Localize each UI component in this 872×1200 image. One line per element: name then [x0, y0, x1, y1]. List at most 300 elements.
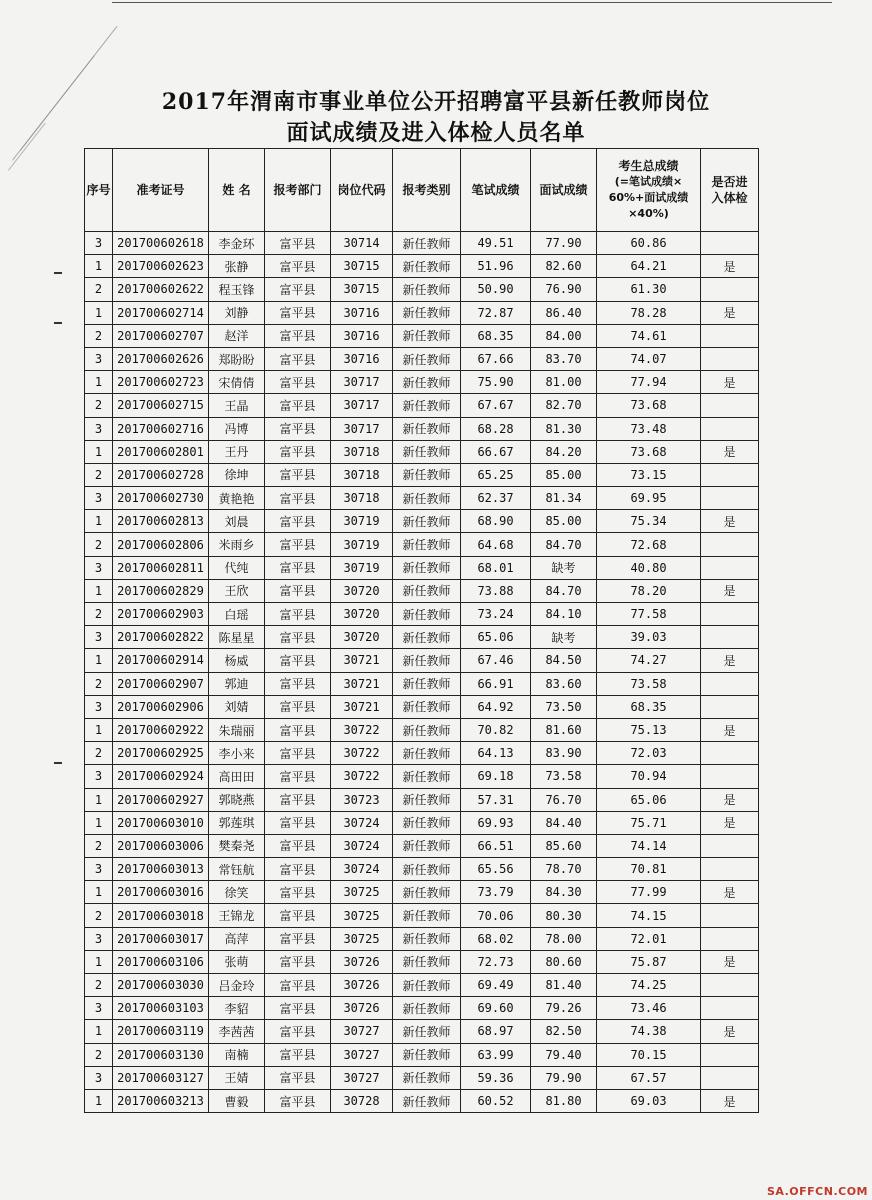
cell-total: 72.03: [597, 742, 701, 765]
cell-admit: [701, 463, 759, 486]
cell-written: 68.90: [461, 510, 531, 533]
cell-interview: 78.70: [531, 858, 597, 881]
table-row: [85, 510, 759, 533]
cell-admit: [701, 974, 759, 997]
cell-admit: [701, 695, 759, 718]
cell-name: 米雨乡: [209, 533, 265, 556]
header-category: 报考类别: [393, 149, 461, 232]
cell-post-code: 30716: [331, 347, 393, 370]
cell-post-code: 30725: [331, 881, 393, 904]
cell-post-code: 30725: [331, 927, 393, 950]
cell-admit: 是: [701, 718, 759, 741]
cell-interview: 86.40: [531, 301, 597, 324]
table-header-row: [85, 149, 759, 232]
cell-name: 程玉锋: [209, 278, 265, 301]
cell-admit: [701, 232, 759, 255]
cell-post-code: 30716: [331, 301, 393, 324]
cell-dept: 富平县: [265, 347, 331, 370]
cell-seq: 2: [85, 324, 113, 347]
cell-post-code: 30727: [331, 1043, 393, 1066]
cell-seq: 2: [85, 742, 113, 765]
site-watermark: SA.OFFCN.COM: [766, 1185, 868, 1198]
cell-admit: [701, 556, 759, 579]
cell-exam-no: 201700602813: [113, 510, 209, 533]
cell-interview: 78.00: [531, 927, 597, 950]
cell-name: 王丹: [209, 440, 265, 463]
cell-name: 李金环: [209, 232, 265, 255]
cell-category: 新任教师: [393, 858, 461, 881]
cell-post-code: 30727: [331, 1020, 393, 1043]
cell-exam-no: 201700603017: [113, 927, 209, 950]
cell-post-code: 30716: [331, 324, 393, 347]
cell-category: 新任教师: [393, 718, 461, 741]
cell-written: 68.35: [461, 324, 531, 347]
cell-total: 68.35: [597, 695, 701, 718]
table-row: [85, 371, 759, 394]
cell-dept: 富平县: [265, 556, 331, 579]
cell-category: 新任教师: [393, 742, 461, 765]
cell-interview: 79.90: [531, 1066, 597, 1089]
cell-post-code: 30725: [331, 904, 393, 927]
cell-exam-no: 201700602907: [113, 672, 209, 695]
cell-written: 64.13: [461, 742, 531, 765]
cell-admit: [701, 1066, 759, 1089]
cell-post-code: 30722: [331, 765, 393, 788]
cell-seq: 3: [85, 695, 113, 718]
cell-interview: 83.70: [531, 347, 597, 370]
cell-category: 新任教师: [393, 974, 461, 997]
cell-dept: 富平县: [265, 417, 331, 440]
cell-written: 64.68: [461, 533, 531, 556]
cell-name: 郭莲琪: [209, 811, 265, 834]
table-row: [85, 834, 759, 857]
cell-interview: 84.70: [531, 533, 597, 556]
cell-admit: [701, 904, 759, 927]
cell-total: 77.94: [597, 371, 701, 394]
cell-post-code: 30727: [331, 1066, 393, 1089]
table-row: [85, 927, 759, 950]
cell-interview: 77.90: [531, 232, 597, 255]
cell-admit: [701, 533, 759, 556]
cell-interview: 85.00: [531, 463, 597, 486]
cell-category: 新任教师: [393, 1043, 461, 1066]
cell-post-code: 30720: [331, 579, 393, 602]
cell-category: 新任教师: [393, 417, 461, 440]
cell-post-code: 30726: [331, 950, 393, 973]
cell-category: 新任教师: [393, 626, 461, 649]
cell-post-code: 30726: [331, 974, 393, 997]
cell-admit: 是: [701, 950, 759, 973]
cell-total: 75.34: [597, 510, 701, 533]
cell-name: 郭迪: [209, 672, 265, 695]
cell-post-code: 30719: [331, 556, 393, 579]
cell-exam-no: 201700602801: [113, 440, 209, 463]
cell-total: 73.48: [597, 417, 701, 440]
cell-name: 杨威: [209, 649, 265, 672]
cell-name: 曹毅: [209, 1089, 265, 1112]
cell-written: 68.28: [461, 417, 531, 440]
cell-interview: 79.26: [531, 997, 597, 1020]
cell-admit: 是: [701, 881, 759, 904]
table-row: [85, 1089, 759, 1112]
cell-seq: 1: [85, 718, 113, 741]
cell-dept: 富平县: [265, 533, 331, 556]
cell-total: 75.87: [597, 950, 701, 973]
cell-name: 王晶: [209, 394, 265, 417]
cell-total: 74.14: [597, 834, 701, 857]
cell-seq: 2: [85, 974, 113, 997]
cell-seq: 2: [85, 278, 113, 301]
cell-category: 新任教师: [393, 324, 461, 347]
cell-name: 樊秦尧: [209, 834, 265, 857]
cell-seq: 1: [85, 510, 113, 533]
table-row: [85, 858, 759, 881]
cell-post-code: 30720: [331, 603, 393, 626]
cell-name: 徐坤: [209, 463, 265, 486]
cell-seq: 1: [85, 579, 113, 602]
cell-total: 74.38: [597, 1020, 701, 1043]
cell-exam-no: 201700602618: [113, 232, 209, 255]
cell-admit: [701, 765, 759, 788]
cell-dept: 富平县: [265, 510, 331, 533]
cell-written: 69.49: [461, 974, 531, 997]
cell-category: 新任教师: [393, 927, 461, 950]
cell-dept: 富平县: [265, 649, 331, 672]
table-row: [85, 394, 759, 417]
cell-written: 59.36: [461, 1066, 531, 1089]
cell-dept: 富平县: [265, 440, 331, 463]
cell-dept: 富平县: [265, 765, 331, 788]
cell-seq: 3: [85, 626, 113, 649]
cell-category: 新任教师: [393, 788, 461, 811]
cell-admit: [701, 742, 759, 765]
cell-interview: 82.70: [531, 394, 597, 417]
cell-total: 74.15: [597, 904, 701, 927]
cell-interview: 85.60: [531, 834, 597, 857]
cell-interview: 76.90: [531, 278, 597, 301]
cell-category: 新任教师: [393, 603, 461, 626]
cell-post-code: 30718: [331, 440, 393, 463]
cell-category: 新任教师: [393, 950, 461, 973]
cell-seq: 1: [85, 440, 113, 463]
cell-post-code: 30717: [331, 371, 393, 394]
cell-post-code: 30724: [331, 834, 393, 857]
cell-seq: 1: [85, 788, 113, 811]
cell-dept: 富平县: [265, 997, 331, 1020]
results-table: [84, 148, 759, 1113]
cell-admit: 是: [701, 1020, 759, 1043]
header-total-line4: ×40%): [628, 207, 669, 220]
table-row: [85, 695, 759, 718]
cell-total: 73.15: [597, 463, 701, 486]
cell-written: 72.87: [461, 301, 531, 324]
cell-dept: 富平县: [265, 278, 331, 301]
cell-written: 65.25: [461, 463, 531, 486]
cell-dept: 富平县: [265, 788, 331, 811]
cell-name: 张萌: [209, 950, 265, 973]
cell-category: 新任教师: [393, 463, 461, 486]
cell-name: 黄艳艳: [209, 487, 265, 510]
header-total-line2: (=笔试成绩×: [614, 175, 683, 188]
cell-category: 新任教师: [393, 1089, 461, 1112]
cell-exam-no: 201700602829: [113, 579, 209, 602]
cell-exam-no: 201700603013: [113, 858, 209, 881]
cell-category: 新任教师: [393, 834, 461, 857]
cell-name: 白瑶: [209, 603, 265, 626]
cell-written: 67.46: [461, 649, 531, 672]
cell-total: 78.20: [597, 579, 701, 602]
cell-written: 68.01: [461, 556, 531, 579]
cell-interview: 80.30: [531, 904, 597, 927]
cell-admit: [701, 417, 759, 440]
cell-written: 68.02: [461, 927, 531, 950]
cell-seq: 3: [85, 765, 113, 788]
cell-category: 新任教师: [393, 394, 461, 417]
cell-total: 64.21: [597, 255, 701, 278]
cell-dept: 富平县: [265, 301, 331, 324]
cell-category: 新任教师: [393, 301, 461, 324]
cell-name: 王欣: [209, 579, 265, 602]
cell-dept: 富平县: [265, 834, 331, 857]
cell-seq: 1: [85, 950, 113, 973]
cell-admit: 是: [701, 301, 759, 324]
cell-post-code: 30721: [331, 672, 393, 695]
cell-post-code: 30715: [331, 278, 393, 301]
cell-interview: 83.90: [531, 742, 597, 765]
cell-interview: 84.70: [531, 579, 597, 602]
header-name: 姓 名: [209, 149, 265, 232]
cell-exam-no: 201700602728: [113, 463, 209, 486]
table-row: [85, 556, 759, 579]
cell-dept: 富平县: [265, 579, 331, 602]
cell-total: 74.61: [597, 324, 701, 347]
cell-exam-no: 201700602626: [113, 347, 209, 370]
cell-admit: [701, 858, 759, 881]
cell-seq: 1: [85, 1089, 113, 1112]
table-row: [85, 255, 759, 278]
cell-name: 宋倩倩: [209, 371, 265, 394]
cell-seq: 3: [85, 232, 113, 255]
cell-written: 70.06: [461, 904, 531, 927]
margin-mark: [54, 762, 62, 764]
cell-admit: [701, 487, 759, 510]
header-seq: 序号: [85, 149, 113, 232]
cell-exam-no: 201700602723: [113, 371, 209, 394]
cell-admit: 是: [701, 811, 759, 834]
cell-interview: 81.80: [531, 1089, 597, 1112]
table-row: [85, 811, 759, 834]
header-total-line3: 60%+面试成绩: [608, 191, 689, 204]
cell-written: 67.66: [461, 347, 531, 370]
cell-written: 70.82: [461, 718, 531, 741]
cell-exam-no: 201700602811: [113, 556, 209, 579]
table-row: [85, 417, 759, 440]
cell-total: 77.99: [597, 881, 701, 904]
cell-category: 新任教师: [393, 904, 461, 927]
cell-dept: 富平县: [265, 904, 331, 927]
cell-post-code: 30723: [331, 788, 393, 811]
cell-post-code: 30721: [331, 695, 393, 718]
cell-category: 新任教师: [393, 487, 461, 510]
cell-admit: [701, 626, 759, 649]
table-row: [85, 232, 759, 255]
header-written: 笔试成绩: [461, 149, 531, 232]
cell-seq: 3: [85, 347, 113, 370]
cell-name: 刘静: [209, 301, 265, 324]
table-body: [85, 232, 759, 1113]
cell-name: 李茜茜: [209, 1020, 265, 1043]
cell-dept: 富平县: [265, 232, 331, 255]
cell-total: 74.07: [597, 347, 701, 370]
cell-name: 冯博: [209, 417, 265, 440]
cell-seq: 3: [85, 927, 113, 950]
cell-interview: 84.50: [531, 649, 597, 672]
cell-category: 新任教师: [393, 510, 461, 533]
cell-post-code: 30718: [331, 487, 393, 510]
cell-admit: [701, 324, 759, 347]
cell-dept: 富平县: [265, 1020, 331, 1043]
cell-name: 李貂: [209, 997, 265, 1020]
cell-name: 刘婧: [209, 695, 265, 718]
cell-written: 69.60: [461, 997, 531, 1020]
cell-seq: 2: [85, 533, 113, 556]
cell-interview: 84.00: [531, 324, 597, 347]
table-row: [85, 904, 759, 927]
cell-interview: 84.30: [531, 881, 597, 904]
cell-exam-no: 201700602806: [113, 533, 209, 556]
cell-written: 51.96: [461, 255, 531, 278]
cell-post-code: 30715: [331, 255, 393, 278]
header-post-code: 岗位代码: [331, 149, 393, 232]
cell-name: 赵洋: [209, 324, 265, 347]
cell-admit: [701, 997, 759, 1020]
cell-category: 新任教师: [393, 556, 461, 579]
cell-name: 郭晓燕: [209, 788, 265, 811]
cell-written: 66.91: [461, 672, 531, 695]
cell-dept: 富平县: [265, 463, 331, 486]
cell-written: 64.92: [461, 695, 531, 718]
header-total: [597, 149, 701, 232]
cell-total: 75.13: [597, 718, 701, 741]
cell-interview: 82.50: [531, 1020, 597, 1043]
cell-exam-no: 201700603010: [113, 811, 209, 834]
cell-category: 新任教师: [393, 347, 461, 370]
scan-page-edge: [112, 2, 832, 3]
cell-category: 新任教师: [393, 278, 461, 301]
cell-admit: [701, 927, 759, 950]
cell-dept: 富平县: [265, 371, 331, 394]
cell-seq: 1: [85, 649, 113, 672]
cell-written: 72.73: [461, 950, 531, 973]
cell-name: 刘晨: [209, 510, 265, 533]
cell-exam-no: 201700602903: [113, 603, 209, 626]
cell-seq: 1: [85, 371, 113, 394]
cell-post-code: 30720: [331, 626, 393, 649]
cell-dept: 富平县: [265, 1066, 331, 1089]
table-row: [85, 626, 759, 649]
table-row: [85, 533, 759, 556]
table-row: [85, 463, 759, 486]
cell-post-code: 30722: [331, 742, 393, 765]
cell-exam-no: 201700602922: [113, 718, 209, 741]
cell-interview: 73.58: [531, 765, 597, 788]
cell-dept: 富平县: [265, 881, 331, 904]
cell-exam-no: 201700602822: [113, 626, 209, 649]
cell-dept: 富平县: [265, 1089, 331, 1112]
table-row: [85, 788, 759, 811]
cell-total: 69.03: [597, 1089, 701, 1112]
table-row: [85, 974, 759, 997]
cell-admit: 是: [701, 440, 759, 463]
table-row: [85, 649, 759, 672]
table-row: [85, 672, 759, 695]
cell-written: 67.67: [461, 394, 531, 417]
cell-post-code: 30717: [331, 394, 393, 417]
cell-written: 73.88: [461, 579, 531, 602]
cell-written: 75.90: [461, 371, 531, 394]
cell-interview: 76.70: [531, 788, 597, 811]
cell-exam-no: 201700603006: [113, 834, 209, 857]
cell-interview: 80.60: [531, 950, 597, 973]
table-row: [85, 347, 759, 370]
cell-admit: 是: [701, 371, 759, 394]
cell-seq: 3: [85, 417, 113, 440]
cell-post-code: 30719: [331, 510, 393, 533]
cell-seq: 3: [85, 858, 113, 881]
cell-total: 72.01: [597, 927, 701, 950]
cell-written: 68.97: [461, 1020, 531, 1043]
cell-post-code: 30721: [331, 649, 393, 672]
cell-exam-no: 201700602730: [113, 487, 209, 510]
cell-interview: 83.60: [531, 672, 597, 695]
cell-name: 南楠: [209, 1043, 265, 1066]
cell-exam-no: 201700602906: [113, 695, 209, 718]
cell-exam-no: 201700603213: [113, 1089, 209, 1112]
cell-category: 新任教师: [393, 1066, 461, 1089]
cell-name: 王锦龙: [209, 904, 265, 927]
cell-dept: 富平县: [265, 811, 331, 834]
cell-seq: 2: [85, 672, 113, 695]
margin-mark: [54, 322, 62, 324]
cell-exam-no: 201700602707: [113, 324, 209, 347]
cell-name: 高萍: [209, 927, 265, 950]
cell-category: 新任教师: [393, 440, 461, 463]
cell-total: 69.95: [597, 487, 701, 510]
cell-admit: [701, 1043, 759, 1066]
cell-name: 高田田: [209, 765, 265, 788]
cell-written: 60.52: [461, 1089, 531, 1112]
cell-dept: 富平县: [265, 603, 331, 626]
cell-admit: [701, 394, 759, 417]
cell-seq: 2: [85, 463, 113, 486]
cell-dept: 富平县: [265, 718, 331, 741]
cell-exam-no: 201700602623: [113, 255, 209, 278]
table-row: [85, 742, 759, 765]
table-row: [85, 1066, 759, 1089]
cell-dept: 富平县: [265, 742, 331, 765]
cell-post-code: 30717: [331, 417, 393, 440]
table-row: [85, 487, 759, 510]
cell-name: 朱瑞丽: [209, 718, 265, 741]
cell-name: 代纯: [209, 556, 265, 579]
cell-interview: 73.50: [531, 695, 597, 718]
cell-exam-no: 201700602927: [113, 788, 209, 811]
cell-category: 新任教师: [393, 811, 461, 834]
cell-interview: 84.20: [531, 440, 597, 463]
cell-exam-no: 201700602914: [113, 649, 209, 672]
cell-dept: 富平县: [265, 324, 331, 347]
table-row: [85, 1043, 759, 1066]
